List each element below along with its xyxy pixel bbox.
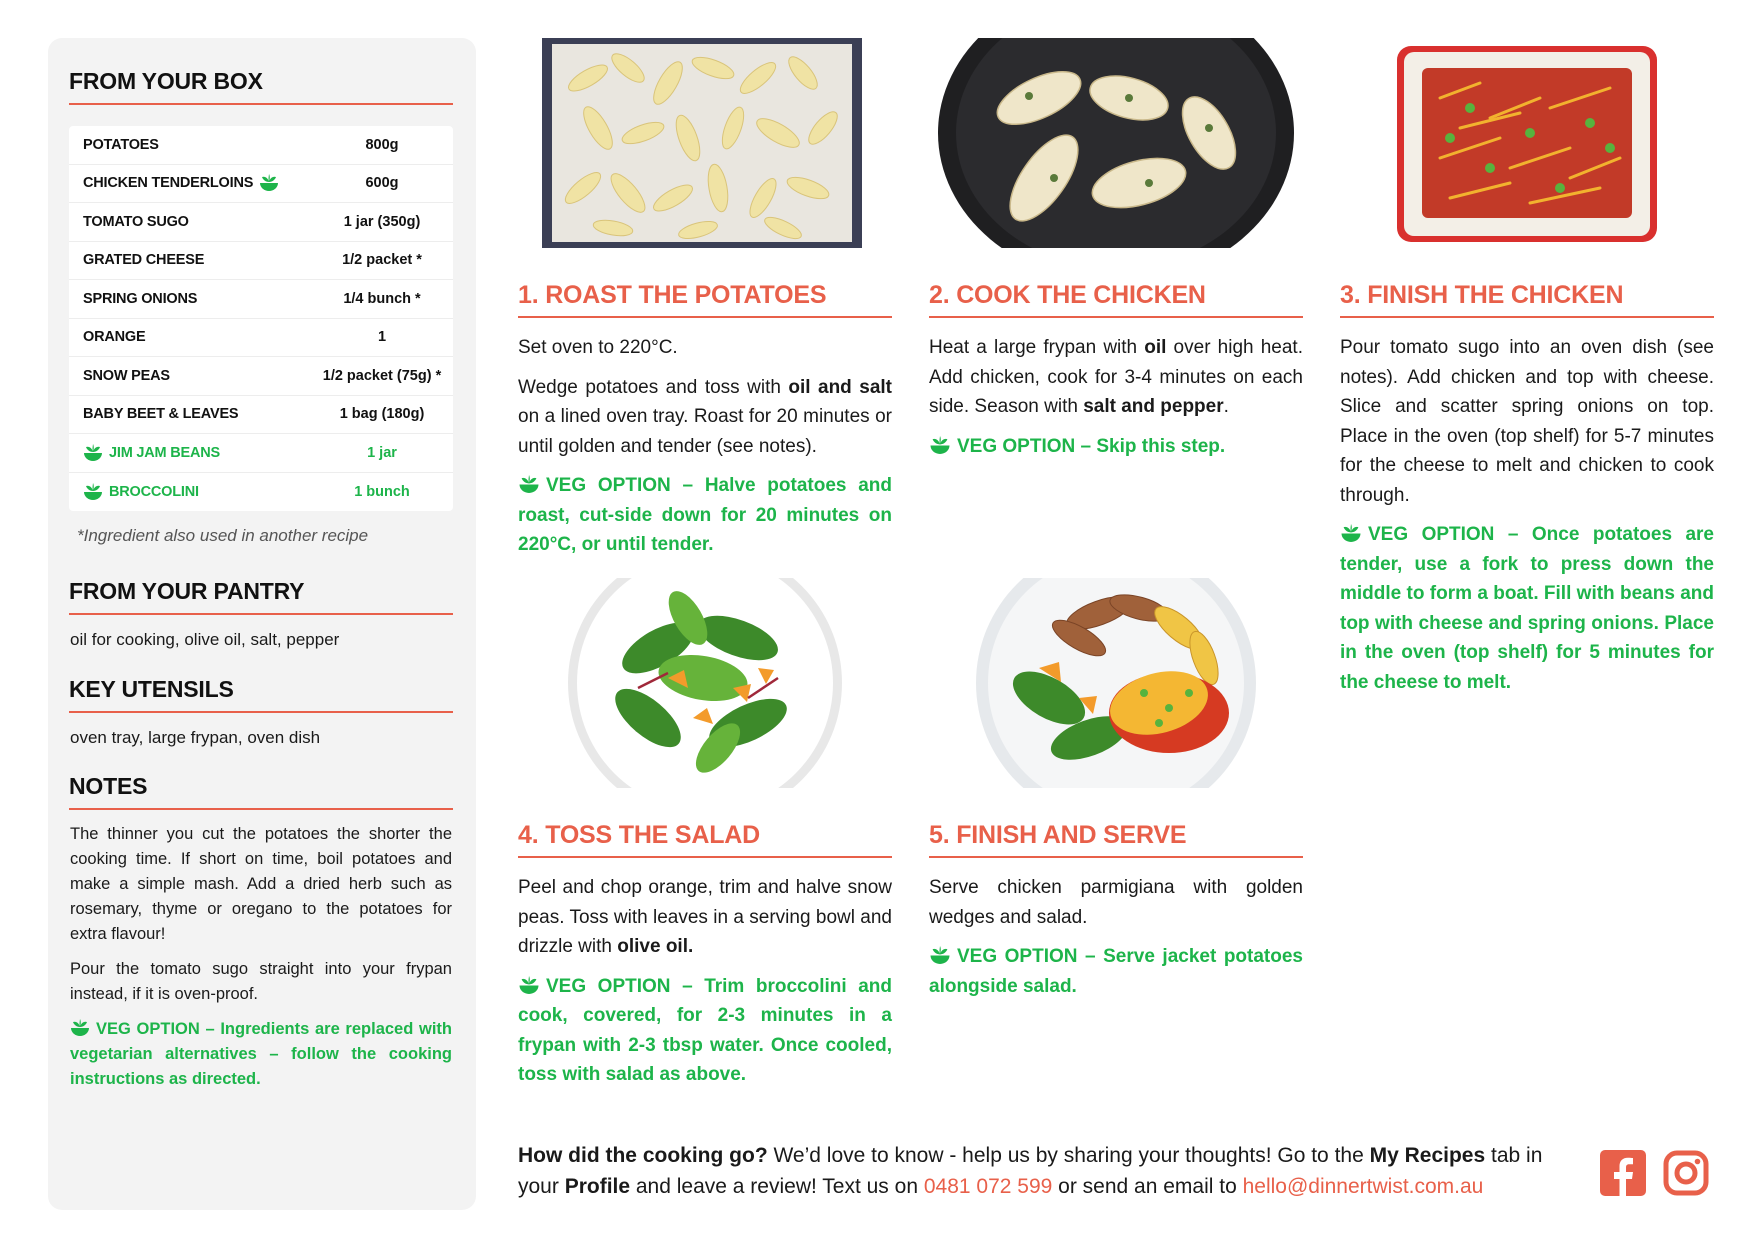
ingredient-name: SNOW PEAS [83, 367, 170, 384]
ingredient-name: SPRING ONIONS [83, 290, 198, 307]
ingredient-qty: 1 jar [367, 444, 397, 461]
step-3-p1: Pour tomato sugo into an oven dish (see notes). Add chicken and top with cheese. Slice and scatter spring onions on top. Place in the oven (top shelf) for 5-7 minutes for the cheese to melt and chicken to cook through. [1340, 337, 1714, 506]
ingredient-row [69, 357, 453, 396]
footnote: *Ingredient also used in another recipe [77, 526, 369, 545]
ingredient-qty: 1/2 packet (75g) * [322, 367, 442, 384]
ingredient-row [69, 165, 453, 204]
notes-paragraph-2: Pour the tomato sugo straight into your frypan instead, if it is oven-proof. [70, 960, 452, 1003]
ingredient-row [69, 396, 453, 435]
step-4-title: 4. TOSS THE SALAD [518, 821, 892, 858]
utensils-heading: KEY UTENSILS [69, 676, 453, 713]
step-5-body [929, 873, 1303, 1011]
ingredient-name: BROCCOLINI [69, 483, 311, 501]
veg-bowl-icon [518, 976, 540, 995]
ingredient-qty: 1 [377, 329, 387, 346]
ingredient-row [69, 280, 453, 319]
utensils-text: oven tray, large frypan, oven dish [70, 728, 321, 747]
ingredient-qty: 1/4 bunch * [343, 290, 421, 307]
step-1-p1: Set oven to 220°C. [518, 337, 678, 358]
notes-body [70, 822, 452, 1102]
pantry-heading: FROM YOUR PANTRY [69, 578, 453, 615]
ingredient-qty: 1 bag (180g) [339, 406, 425, 423]
ingredient-name: ORANGE [83, 329, 146, 346]
veg-bowl-icon [259, 174, 279, 192]
finish-serve-photo [929, 578, 1303, 788]
step-4-body [518, 873, 892, 1100]
ingredient-row [69, 473, 453, 512]
veg-bowl-icon [518, 475, 540, 494]
step-2-body [929, 333, 1303, 471]
step-4-p1: Peel and chop orange, trim and halve snow peas. Toss with leaves in a serving bowl and drizzle with olive oil. [518, 877, 892, 957]
instagram-icon[interactable] [1663, 1150, 1709, 1196]
feedback-footer: How did the cooking go? We’d love to know - help us by sharing your thoughts! Go to the My Recipes tab in your Profile and leave a review! Text us on 0481 072 599 or send an email to hello@dinnertwist.com.au [518, 1144, 1543, 1198]
ingredient-row [69, 126, 453, 165]
ingredient-row [69, 434, 453, 473]
ingredient-qty: 1/2 packet * [342, 252, 422, 269]
ingredient-qty: 600g [365, 175, 399, 192]
ingredient-row [69, 203, 453, 242]
ingredient-row [69, 242, 453, 281]
ingredient-qty: 800g [365, 136, 399, 153]
veg-bowl-icon [1340, 524, 1362, 543]
profile-ref: Profile [564, 1175, 631, 1198]
ingredient-qty: 1 bunch [354, 483, 410, 500]
phone-link[interactable]: 0481 072 599 [923, 1175, 1053, 1198]
ingredient-name: GRATED CHEESE [83, 252, 205, 269]
finish-chicken-photo [1340, 38, 1714, 248]
step-1-veg-option: VEG OPTION – Halve potatoes and roast, cut-side down for 20 minutes on 220°C, or until tender. [518, 475, 892, 555]
step-2-title: 2. COOK THE CHICKEN [929, 281, 1303, 318]
step-2-p1: Heat a large frypan with oil over high heat. Add chicken, cook for 3-4 minutes on each side. Season with salt and pepper. [929, 337, 1303, 417]
ingredient-name: BABY BEET & LEAVES [83, 406, 239, 423]
step-3-body [1340, 333, 1714, 707]
notes-veg-option [70, 1017, 452, 1092]
roast-potatoes-photo [518, 38, 892, 248]
step-3-title: 3. FINISH THE CHICKEN [1340, 281, 1714, 318]
ingredient-name: CHICKEN TENDERLOINS [69, 174, 311, 192]
notes-veg-text: VEG OPTION – Ingredients are replaced with vegetarian alternatives – follow the cooking instructions as directed. [70, 1020, 452, 1088]
step-5-veg-option: VEG OPTION – Serve jacket potatoes alongside salad. [929, 946, 1303, 997]
veg-bowl-icon [929, 946, 951, 965]
ingredient-name: TOMATO SUGO [83, 213, 189, 230]
step-2-veg-option: VEG OPTION – Skip this step. [929, 432, 1303, 462]
cook-chicken-photo [929, 38, 1303, 248]
veg-bowl-icon [929, 436, 951, 455]
toss-salad-photo [518, 578, 892, 788]
from-your-box-heading: FROM YOUR BOX [69, 68, 453, 105]
notes-paragraph-1: The thinner you cut the potatoes the shorter the cooking time. If short on time, boil potatoes and make a simple mash. Add a dried herb such as rosemary, thyme or oregano to the potatoes for extra flavour! [70, 825, 452, 943]
facebook-icon[interactable] [1600, 1150, 1646, 1196]
email-link[interactable]: hello@dinnertwist.com.au [1242, 1175, 1484, 1198]
step-1-body [518, 333, 892, 570]
my-recipes-tab-ref: My Recipes [1369, 1144, 1486, 1167]
veg-bowl-icon [83, 483, 103, 501]
notes-heading: NOTES [69, 773, 453, 810]
ingredient-name: POTATOES [83, 136, 159, 153]
ingredients-table [69, 126, 453, 511]
step-3-veg-option: VEG OPTION – Once potatoes are tender, use a fork to press down the middle to form a boat. Fill with beans and top with cheese and spring onions. Place in the oven (top shelf) for 5 minutes for the cheese to melt. [1340, 524, 1714, 693]
veg-bowl-icon [83, 444, 103, 462]
ingredient-qty: 1 jar (350g) [343, 213, 421, 230]
pantry-text: oil for cooking, olive oil, salt, pepper [70, 630, 340, 649]
step-5-title: 5. FINISH AND SERVE [929, 821, 1303, 858]
ingredient-row [69, 319, 453, 358]
veg-bowl-icon [70, 1019, 90, 1037]
step-5-p1: Serve chicken parmigiana with golden wedges and salad. [929, 877, 1303, 928]
ingredients-sidebar [48, 38, 476, 1210]
footer-question: How did the cooking go? [518, 1144, 768, 1167]
step-1-title: 1. ROAST THE POTATOES [518, 281, 892, 318]
step-4-veg-option: VEG OPTION – Trim broccolini and cook, covered, for 2-3 minutes in a frypan with 2-3 tbsp water. Once cooled, toss with salad as above. [518, 975, 892, 1085]
step-1-p2: Wedge potatoes and toss with oil and salt on a lined oven tray. Roast for 20 minutes or until golden and tender (see notes). [518, 376, 892, 457]
ingredient-name: JIM JAM BEANS [69, 444, 311, 462]
